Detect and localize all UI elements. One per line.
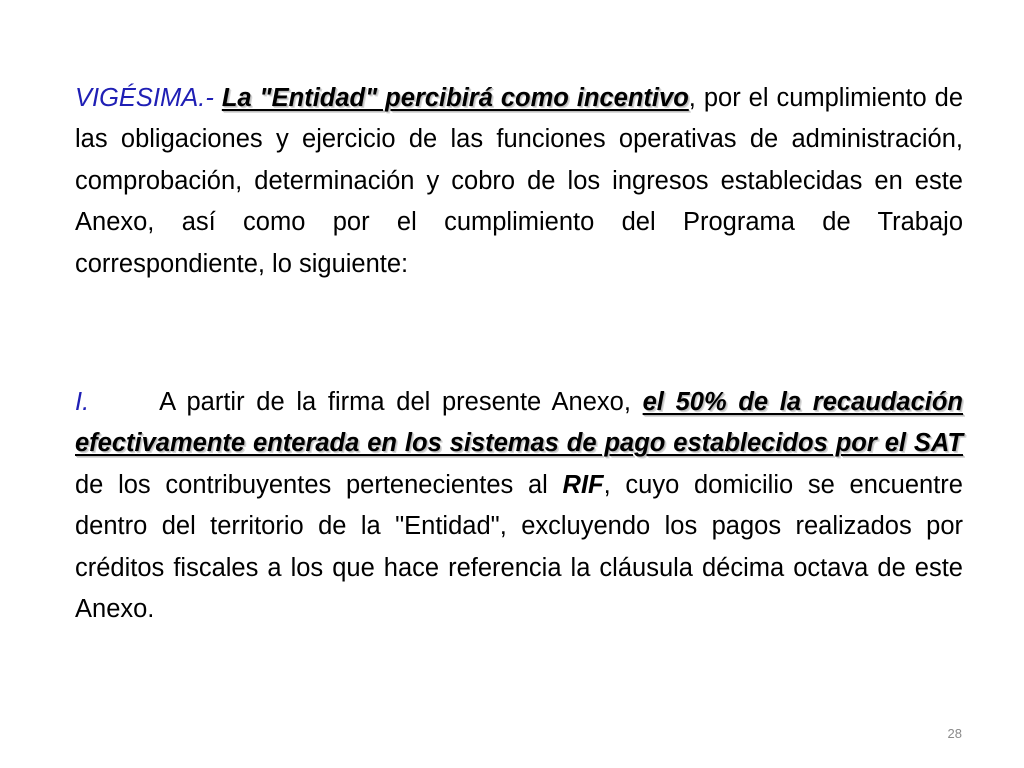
fraction-tail: , cuyo domicilio se encuentre dentro del territorio de la "Entidad", excluyendo los pagos realizados por créditos fiscales a los que hace referencia la cláusula décima octava de este Anexo. — [75, 470, 963, 624]
clause-emphasis: La "Entidad" percibirá como incentivo — [221, 84, 689, 112]
page-number: 28 — [947, 726, 962, 741]
fraction-label: I. — [75, 388, 90, 416]
fraction-lead: A partir de la firma del presente Anexo, — [159, 388, 643, 416]
fraction-middle: de los contribuyentes pertenecientes al — [75, 470, 563, 499]
clause-vigesima-paragraph — [75, 78, 963, 285]
fraction-i-paragraph — [75, 382, 963, 630]
clause-label: VIGÉSIMA.- — [75, 84, 214, 112]
rif-term: RIF — [562, 470, 604, 499]
clause-body: , por el cumplimiento de las obligaciones y ejercicio de las funciones operativas de administración, comprobación, determinación y cobro de los ingresos establecidas en este Anexo, así como por el cumplimiento del Programa de Trabajo correspondiente, lo siguiente: — [75, 84, 964, 278]
fraction-emphasis: el 50% de la recaudación efectivamente enterada en los sistemas de pago establecidos por el SAT — [75, 388, 963, 458]
